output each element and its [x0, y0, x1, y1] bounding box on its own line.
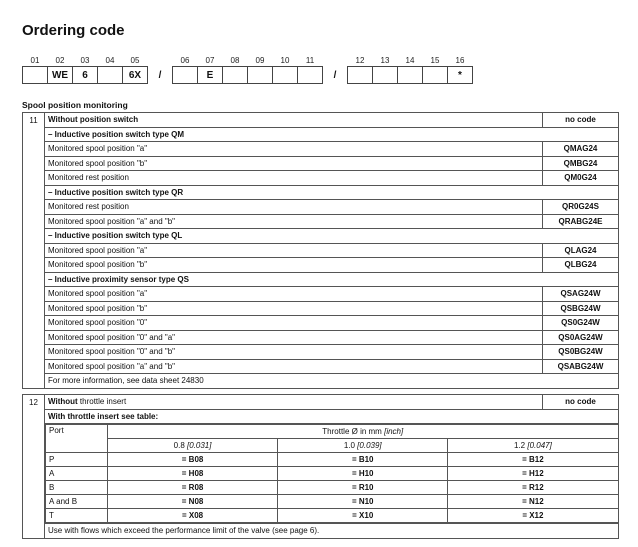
code-position-number: 16 — [455, 55, 465, 65]
throttle-size-header: 1.0 [0.039] — [278, 439, 448, 453]
throttle-port-row — [46, 467, 619, 481]
code-position-number — [323, 54, 348, 67]
throttle-port-row — [46, 453, 619, 467]
spool-option-row — [23, 113, 619, 128]
throttle-table — [22, 394, 619, 539]
option-number: 12 — [23, 395, 45, 539]
code-position-number: 04 — [105, 55, 115, 65]
code-box — [248, 67, 273, 84]
option-code: QR0G24S — [543, 200, 619, 215]
without-throttle-label: Without throttle insert — [45, 395, 543, 410]
port-label: A and B — [46, 495, 108, 509]
ordering-code-strip — [22, 54, 473, 84]
diameter-header: Throttle Ø in mm [inch] — [108, 425, 619, 439]
code-position-number: 12 — [355, 55, 365, 65]
spool-monitoring-table — [22, 112, 619, 389]
code-position-number: 14 — [405, 55, 415, 65]
option-code: QS0AG24W — [543, 330, 619, 345]
code-box: 6 — [73, 67, 98, 84]
option-description: Monitored spool position "b" — [45, 156, 543, 171]
code-position-number: 06 — [180, 55, 190, 65]
spool-option-row — [23, 171, 619, 186]
port-label: T — [46, 509, 108, 523]
code-position-number: 09 — [255, 55, 265, 65]
throttle-code: = X12 — [448, 509, 618, 523]
spool-option-row — [23, 200, 619, 215]
sensor-group-label: – Inductive proximity sensor type QS — [45, 272, 619, 287]
code-position-number: 05 — [130, 55, 140, 65]
spool-option-row — [23, 142, 619, 157]
spool-option-row — [23, 258, 619, 273]
port-header: Port — [46, 425, 108, 453]
option-description: Monitored spool position "a" and "b" — [45, 359, 543, 374]
option-description: Monitored spool position "0" and "a" — [45, 330, 543, 345]
code-position-number: 02 — [55, 55, 65, 65]
code-box — [423, 67, 448, 84]
throttle-code: = H12 — [448, 467, 618, 481]
throttle-port-row — [46, 481, 619, 495]
option-description: Without position switch — [45, 113, 543, 128]
throttle-code: = B08 — [108, 453, 278, 467]
code-position-number: 03 — [80, 55, 90, 65]
spool-option-row — [23, 301, 619, 316]
option-code: QS0G24W — [543, 316, 619, 331]
option-description: Monitored rest position — [45, 171, 543, 186]
throttle-size-header: 1.2 [0.047] — [448, 439, 618, 453]
throttle-code: = N10 — [278, 495, 448, 509]
option-number: 11 — [23, 113, 45, 389]
spool-option-row — [23, 330, 619, 345]
spool-monitoring-heading: Spool position monitoring — [22, 100, 128, 110]
option-description: Monitored spool position "a" — [45, 243, 543, 258]
option-description: Monitored rest position — [45, 200, 543, 215]
code-box: * — [448, 67, 473, 84]
port-label: B — [46, 481, 108, 495]
spool-option-row — [23, 243, 619, 258]
code-position-number: 01 — [30, 55, 40, 65]
port-label: P — [46, 453, 108, 467]
sensor-group-label: – Inductive position switch type QM — [45, 127, 619, 142]
option-code: QSABG24W — [543, 359, 619, 374]
option-code: no code — [543, 113, 619, 128]
throttle-code: = N08 — [108, 495, 278, 509]
page-title: Ordering code — [22, 22, 125, 39]
spool-option-row — [23, 185, 619, 200]
throttle-code: = B10 — [278, 453, 448, 467]
spool-option-row — [23, 287, 619, 302]
code-separator: / — [333, 69, 337, 81]
code-separator: / — [158, 69, 162, 81]
no-code-value: no code — [543, 395, 619, 410]
spool-option-row — [23, 156, 619, 171]
code-box — [298, 67, 323, 84]
option-code: QSAG24W — [543, 287, 619, 302]
throttle-port-row — [46, 509, 619, 523]
code-box — [398, 67, 423, 84]
spool-option-row — [23, 359, 619, 374]
code-box: WE — [48, 67, 73, 84]
option-code: QLBG24 — [543, 258, 619, 273]
code-position-number: 07 — [205, 55, 215, 65]
option-code: QM0G24 — [543, 171, 619, 186]
throttle-code: = H08 — [108, 467, 278, 481]
with-throttle-label: With throttle insert see table: — [45, 409, 619, 424]
code-box — [223, 67, 248, 84]
throttle-code: = B12 — [448, 453, 618, 467]
option-code: QS0BG24W — [543, 345, 619, 360]
throttle-port-row — [46, 495, 619, 509]
throttle-code: = R08 — [108, 481, 278, 495]
code-box — [373, 67, 398, 84]
spool-option-row — [23, 316, 619, 331]
code-box — [23, 67, 48, 84]
spool-option-row — [23, 374, 619, 389]
code-position-number: 13 — [380, 55, 390, 65]
option-description: For more information, see data sheet 24830 — [45, 374, 619, 389]
option-description: Monitored spool position "a" and "b" — [45, 214, 543, 229]
throttle-code: = X10 — [278, 509, 448, 523]
throttle-code: = R12 — [448, 481, 618, 495]
throttle-size-table — [45, 424, 619, 523]
spool-option-row — [23, 214, 619, 229]
code-box — [98, 67, 123, 84]
code-box: E — [198, 67, 223, 84]
option-description: Monitored spool position "b" — [45, 301, 543, 316]
option-description: Monitored spool position "0" — [45, 316, 543, 331]
code-box — [273, 67, 298, 84]
sensor-group-label: – Inductive position switch type QL — [45, 229, 619, 244]
code-position-number: 15 — [430, 55, 440, 65]
throttle-code: = R10 — [278, 481, 448, 495]
option-description: Monitored spool position "b" — [45, 258, 543, 273]
spool-option-row — [23, 127, 619, 142]
spool-option-row — [23, 229, 619, 244]
code-box — [173, 67, 198, 84]
option-description: Monitored spool position "0" and "b" — [45, 345, 543, 360]
option-code: QSBG24W — [543, 301, 619, 316]
sensor-group-label: – Inductive position switch type QR — [45, 185, 619, 200]
option-description: Monitored spool position "a" — [45, 287, 543, 302]
option-code: QRABG24E — [543, 214, 619, 229]
code-position-number — [148, 54, 173, 67]
option-code: QLAG24 — [543, 243, 619, 258]
code-position-number: 11 — [305, 55, 315, 65]
option-code: QMBG24 — [543, 156, 619, 171]
throttle-note: Use with flows which exceed the performance limit of the valve (see page 6). — [45, 524, 619, 539]
throttle-size-header: 0.8 [0.031] — [108, 439, 278, 453]
throttle-code: = X08 — [108, 509, 278, 523]
code-box: 6X — [123, 67, 148, 84]
option-description: Monitored spool position "a" — [45, 142, 543, 157]
option-code: QMAG24 — [543, 142, 619, 157]
code-box — [348, 67, 373, 84]
throttle-code: = N12 — [448, 495, 618, 509]
port-label: A — [46, 467, 108, 481]
spool-option-row — [23, 345, 619, 360]
code-position-number: 10 — [280, 55, 290, 65]
code-position-number: 08 — [230, 55, 240, 65]
spool-option-row — [23, 272, 619, 287]
throttle-code: = H10 — [278, 467, 448, 481]
